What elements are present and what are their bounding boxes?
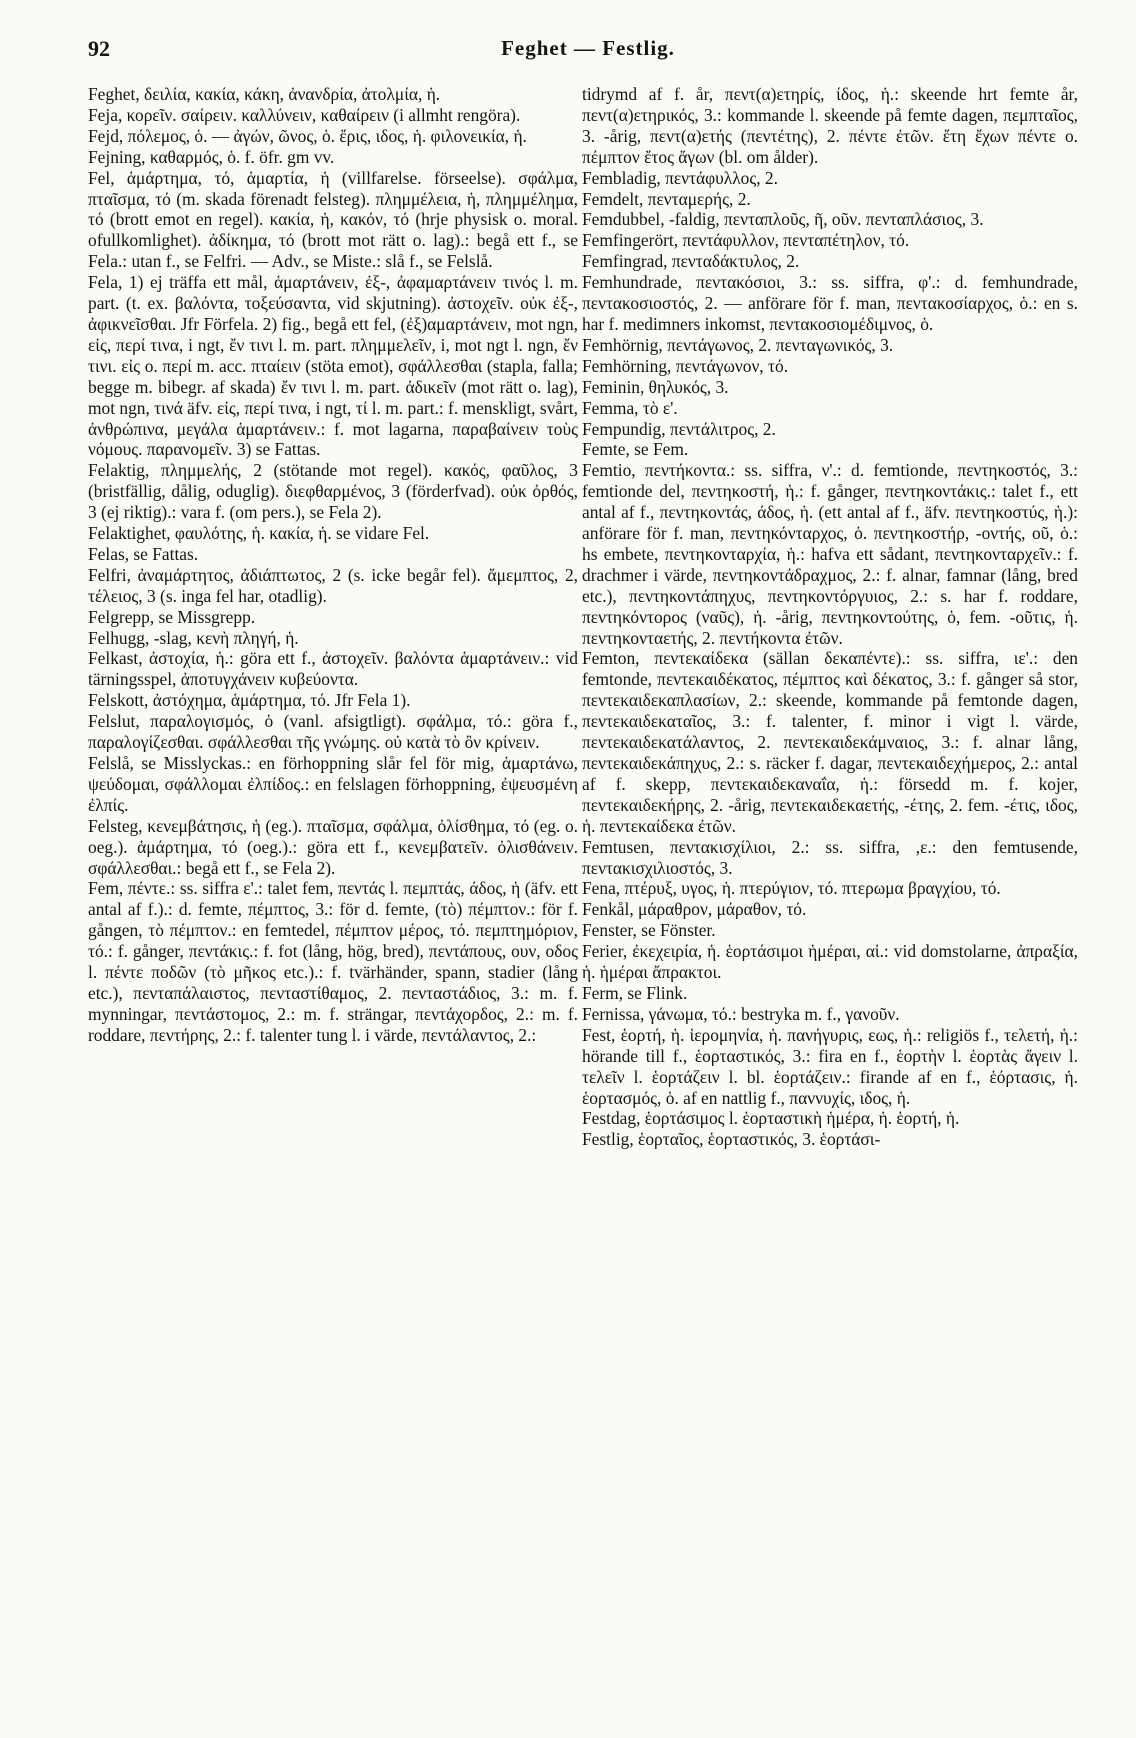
dictionary-entry: Femdubbel, -faldig, πενταπλοῦς, ῆ, οῦν. πενταπλάσιος, 3. (582, 209, 984, 230)
dictionary-entry: Felskott, ἀστόχημα, ἁμάρτημα, τό. Jfr Fela 1). (88, 690, 411, 711)
dictionary-entry: Felslut, παραλογισμός, ὁ (vanl. afsigtligt). σφάλμα, τό.: göra f., παραλογίζεσθαι. σφάλλεσθαι τῆς γνώμης. οὐ κατὰ τὸ ὂν κρίνειν. (88, 711, 578, 753)
dictionary-entry: Feja, κορεῖν. σαίρειν. καλλύνειν, καθαίρειν (i allmht rengöra). (88, 104, 521, 125)
dictionary-entry: Femhörning, πεντάγωνον, τό. (582, 355, 789, 376)
dictionary-entry: Femtio, πεντήκοντα.: ss. siffra, ν'.: d. femtionde, πεντηκοστός, 3.: femtionde del, πεντηκοστή, ἡ.: f. gånger, πεντηκοντάκις.: talet f., ett antal af f., πεντηκοντάς, άδος, ἡ. (ett antal af f., äfv. πεντηκοστύς, ἡ.): anförare för f. man, πεντηκόνταρχος, ὁ. πεντηκοστήρ, -οντής, οῦ, ὁ.: hs embete, πεντηκονταρχία, ἡ.: hafva ett sådant, πεντηκονταρχεῖν.: f. drachmer i värde, πεντηκοντάδραχμος, 2.: f. alnar, famnar (lång, bred etc.), πεντηκοντάπηχυς, πεντηκοντόργυιος, 2.: s. har f. roddare, πεντηκόντορος (ναῦς), ἡ. -årig, πεντηκοντούτης, ὁ, fem. -οῦτις, ἡ. πεντηκονταετής, 2. πεντήκοντα ἐτῶν. (582, 460, 1078, 648)
dictionary-entry: Fena, πτέρυξ, υγος, ἡ. πτερύγιον, τό. πτερωμα βραγχίου, τό. (582, 878, 1001, 899)
dictionary-entry: Fela, 1) ej träffa ett mål, ἁμαρτάνειν, ἐξ-, ἀφαμαρτάνειν τινός l. m. part. (t. ex. βαλόντα, τοξεύσαντα, vid skjutning). ἀστοχεῖν. οὐκ ἐξ-, ἀφικνεῖσθαι. Jfr Förfela. 2) fig., begå ett fel, (ἐξ)αμαρτάνειν, mot ngn, εἰς, περί τινα, i ngt, ἔν τινι l. m. part. πλημμελεῖν, i, mot ngt l. ngn, ἔν τινι. εἰς o. περί m. acc. πταίειν (stöta emot), σφάλλεσθαι (stapla, falla; begge m. bibegr. af skada) ἔν τινι l. m. part. ἀδικεῖν (mot rätt o. lag), mot ngn, τινά äfv. εἰς, περί τινα, i ngt, τί l. m. part.: f. menskligt, svårt, ἀνθρώπινα, μεγάλα ἁμαρτάνειν.: f. mot lagarna, παραβαίνειν τοὺς νόμους. παρανομεῖν. 3) se Fattas. (88, 272, 578, 460)
left-column (88, 84, 578, 1046)
dictionary-entry: Felas, se Fattas. (88, 543, 199, 564)
dictionary-entry: Femfingrad, πενταδάκτυλος, 2. (582, 251, 800, 272)
dictionary-entry: Femfingerört, πεντάφυλλον, πενταπέτηλον, τό. (582, 230, 910, 251)
dictionary-entry: Femhörnig, πεντάγωνος, 2. πενταγωνικός, 3. (582, 334, 894, 355)
dictionary-entry: Femton, πεντεκαίδεκα (sällan δεκαπέντε).: ss. siffra, ιε'.: den femtonde, πεντεκαιδέκατος, πέμπτος καὶ δέκατος, 3.: f. gånger så stor, πεντεκαιδεκαπλασίων, 2.: skeende, kommande på femtonde dagen, πεντεκαιδεκαταῖος, 3.: f. talenter, f. minor i vigt l. värde, πεντεκαιδεκατάλαντος, 2. πεντεκαιδεκάμναιος, 3.: f. alnar lång, πεντεκαιδεκάπηχυς, 2.: s. räcker f. dagar, πεντεκαιδεχήμερος, 2.: antal af f. skepp, πεντεκαιδεκαναΐα, ἡ.: försedd m. f. kojer, πεντεκαιδεκήρης, 2. -årig, πεντεκαιδεκαετής, -έτης, 2. fem. -έτις, ιδος, ἡ. πεντεκαίδεκα ἐτῶν. (582, 648, 1078, 836)
dictionary-entry: Fel, ἁμάρτημα, τό, ἁμαρτία, ἡ (villfarelse. förseelse). σφάλμα, πταῖσμα, τό (m. skada förenadt felsteg). πλημμέλεια, ἡ, πλημμέλημα, τό (brott emot en regel). κακία, ἡ, κακόν, τό (hrje physisk o. moral. ofullkomlighet). ἀδίκημα, τό (brott mot rätt o. lag).: begå ett f., se Fela.: utan f., se Felfri. — Adv., se Miste.: slå f., se Felslå. (88, 167, 578, 272)
dictionary-entry: Fenkål, μάραθρον, μάραθον, τό. (582, 899, 807, 920)
dictionary-entry: Fenster, se Fönster. (582, 920, 716, 941)
dictionary-entry: Fem, πέντε.: ss. siffra ε'.: talet fem, πεντάς l. πεμπτάς, άδος, ἡ (äfv. ett antal af f.).: d. femte, πέμπτος, 3.: för d. femte, (τὸ) πέμπτον.: för f. gången, τὸ πέμπτον.: en femtedel, πέμπτον μέρος, τό. πεμπτημόριον, τό.: f. gånger, πεντάκις.: f. fot (lång, hög, bred), πεντάπους, ουν, οδος l. πέντε ποδῶν (τὸ μῆκος etc.).: f. tvärhänder, spann, stadier (lång etc.), πενταπάλαιστος, πενταστίθαμος, 2. πενταστάδιος, 3.: m. f. mynningar, πεντάστομος, 2.: m. f. strängar, πεντάχορδος, 2.: m. f. roddare, πεντήρης, 2.: f. talenter tung l. i värde, πεντάλαντος, 2.: (88, 878, 578, 1045)
dictionary-entry: Felaktig, πλημμελής, 2 (stötande mot regel). κακός, φαῦλος, 3 (bristfällig, dålig, oduglig). διεφθαρμένος, 3 (förderfvad). οὐκ ὀρθός, 3 (ej riktig).: vara f. (om pers.), se Fela 2). (88, 460, 578, 523)
dictionary-entry: Felsteg, κενεμβάτησις, ἡ (eg.). πταῖσμα, σφάλμα, ὀλίσθημα, τό (eg. o. oeg.). ἁμάρτημα, τό (oeg.).: göra ett f., κενεμβατεῖν. ὀλισθάνειν. σφάλλεσθαι.: begå ett f., se Fela 2). (88, 815, 578, 878)
dictionary-entry: Felkast, ἀστοχία, ἡ.: göra ett f., ἀστοχεῖν. βαλόντα ἁμαρτάνειν.: vid tärningsspel, ἀποτυγχάνειν κυβεύοντα. (88, 648, 578, 690)
running-head: Feghet — Festlig. (501, 36, 675, 60)
dictionary-entry: tidrymd af f. år, πεντ(α)ετηρίς, ίδος, ἡ.: skeende hrt femte år, πεντ(α)ετηρικός, 3.: kommande l. skeende på femte dagen, πεμπταῖος, 3. -årig, πεντ(α)ετής (πεντέτης), 2. πέντε ἐτῶν. ἔτη ἔχων πέντε o. πέμπτον ἔτος ἄγων (bl. om ålder). (582, 84, 1078, 167)
dictionary-entry: Ferier, ἐκεχειρία, ἡ. ἑορτάσιμοι ἡμέραι, αἱ.: vid domstolarne, ἀπραξία, ἡ. ἡμέραι ἄπρακτοι. (582, 941, 1078, 983)
dictionary-entry: Festlig, ἑορταῖος, ἑορταστικός, 3. ἑορτάσι- (582, 1129, 881, 1150)
dictionary-entry: Femdelt, πενταμερής, 2. (582, 188, 751, 209)
dictionary-entry: Fejning, καθαρμός, ὁ. f. öfr. gm vv. (88, 146, 335, 167)
dictionary-entry: Felhugg, -slag, κενὴ πληγή, ἡ. (88, 627, 299, 648)
dictionary-entry: Fejd, πόλεμος, ὁ. — ἀγών, ῶνος, ὁ. ἔρις, ιδος, ἡ. φιλονεικία, ἡ. (88, 125, 527, 146)
dictionary-entry: Feminin, θηλυκός, 3. (582, 376, 729, 397)
dictionary-entry: Felslå, se Misslyckas.: en förhoppning slår fel för mig, ἁμαρτάνω, ψεύδομαι, σφάλλομαι ἐλπίδος.: en felslagen förhoppning, ἐψευσμένη ἐλπίς. (88, 753, 578, 815)
dictionary-entry: Fembladig, πεντάφυλλος, 2. (582, 167, 778, 188)
right-column (582, 84, 1078, 1150)
dictionary-entry: Felfri, ἀναμάρτητος, ἀδιάπτωτος, 2 (s. icke begår fel). ἄμεμπτος, 2, τέλειος, 3 (s. inga fel har, otadlig). (88, 564, 578, 606)
dictionary-entry: Felaktighet, φαυλότης, ἡ. κακία, ἡ. se vidare Fel. (88, 523, 430, 544)
dictionary-entry: Feghet, δειλία, κακία, κάκη, ἀνανδρία, ἀτολμία, ἡ. (88, 84, 441, 104)
dictionary-entry: Femhundrade, πεντακόσιοι, 3.: ss. siffra, φ'.: d. femhundrade, πεντακοσιοστός, 2. — anförare för f. man, πεντακοσίαρχος, ὁ.: en s. har f. medimners inkomst, πεντακοσιομέδιμνος, ὁ. (582, 272, 1078, 334)
dictionary-entry: Ferm, se Flink. (582, 982, 688, 1003)
dictionary-entry: Femma, τὸ ε'. (582, 397, 678, 418)
dictionary-entry: Femte, se Fem. (582, 439, 689, 460)
dictionary-entry: Felgrepp, se Missgrepp. (88, 606, 256, 627)
dictionary-entry: Fempundig, πεντάλιτρος, 2. (582, 418, 776, 439)
dictionary-entry: Festdag, ἑορτάσιμος l. ἑορταστικὴ ἡμέρα, ἡ. ἑορτή, ἡ. (582, 1108, 960, 1129)
dictionary-entry: Fernissa, γάνωμα, τό.: bestryka m. f., γανοῦν. (582, 1003, 900, 1024)
page-number: 92 (88, 36, 110, 61)
dictionary-entry: Femtusen, πεντακισχίλιοι, 2.: ss. siffra, ,ε.: den femtusende, πεντακισχιλιοστός, 3. (582, 836, 1078, 878)
dictionary-entry: Fest, ἑορτή, ἡ. ἱερομηνία, ἡ. πανήγυρις, εως, ἡ.: religiös f., τελετή, ἡ.: hörande till f., ἑορταστικός, 3.: fira en f., ἑορτὴν l. ἑορτὰς ἄγειν l. τελεῖν l. ἑορτάζειν l. bl. ἑορτάζειν.: firande af en f., ἑόρτασις, ἡ. ἑορτασμός, ὁ. af en nattlig f., παννυχίς, ιδος, ἡ. (582, 1024, 1078, 1108)
page-header (88, 36, 1088, 76)
